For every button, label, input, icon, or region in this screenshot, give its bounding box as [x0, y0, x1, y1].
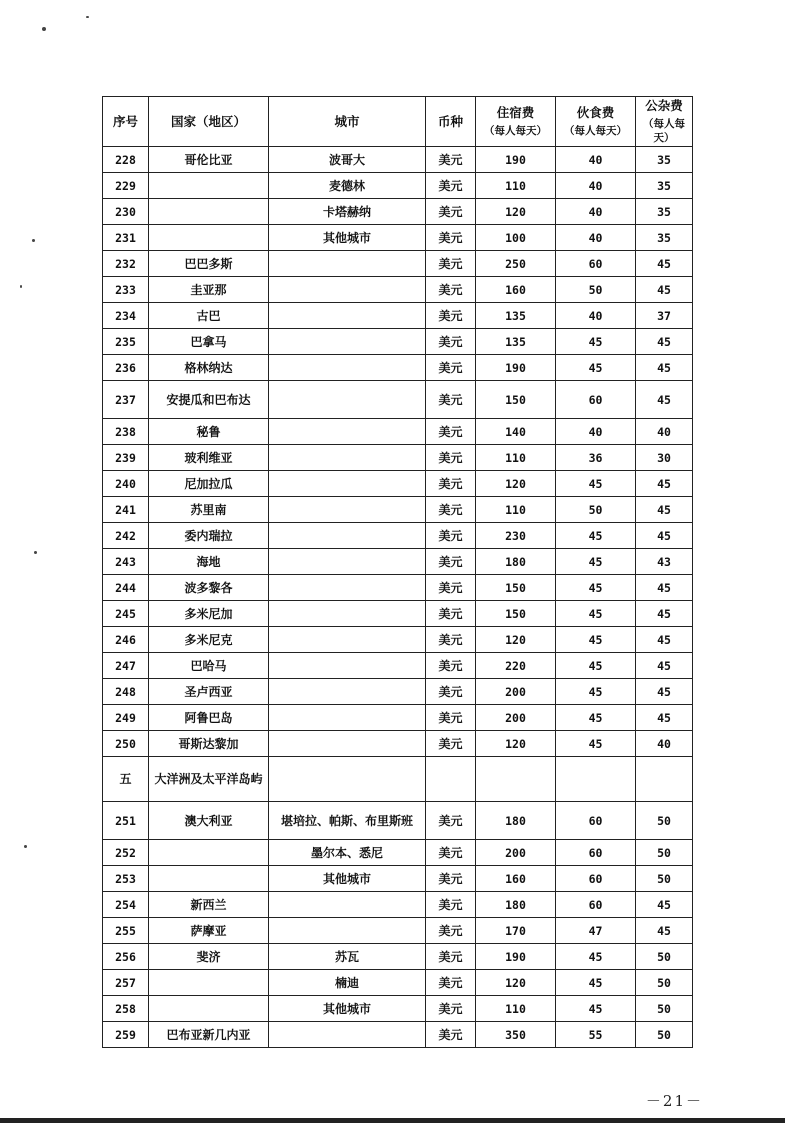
cell-country: 哥斯达黎加 [149, 731, 269, 757]
cell-seq: 231 [103, 225, 149, 251]
cell-misc: 45 [636, 653, 693, 679]
cell-city: 其他城市 [269, 866, 426, 892]
cell-misc: 45 [636, 918, 693, 944]
cell-seq: 251 [103, 802, 149, 840]
cell-misc: 50 [636, 996, 693, 1022]
cell-country: 阿鲁巴岛 [149, 705, 269, 731]
cell-misc: 45 [636, 892, 693, 918]
cell-currency: 美元 [426, 199, 476, 225]
bottom-edge-rule [0, 1118, 785, 1123]
cell-meals: 40 [556, 199, 636, 225]
cell-country: 斐济 [149, 944, 269, 970]
table-row [103, 944, 693, 970]
cell-seq: 238 [103, 419, 149, 445]
cell-currency: 美元 [426, 705, 476, 731]
table-row [103, 970, 693, 996]
cell-lodging: 110 [476, 445, 556, 471]
cell-misc: 45 [636, 601, 693, 627]
cell-misc: 50 [636, 840, 693, 866]
cell-city [269, 329, 426, 355]
cell-misc: 50 [636, 866, 693, 892]
cell-misc: 43 [636, 549, 693, 575]
cell-meals: 45 [556, 523, 636, 549]
cell-seq: 248 [103, 679, 149, 705]
cell-currency: 美元 [426, 147, 476, 173]
cell-seq: 230 [103, 199, 149, 225]
cell-meals: 40 [556, 173, 636, 199]
cell-meals: 60 [556, 381, 636, 419]
cell-country: 圭亚那 [149, 277, 269, 303]
cell-country: 巴哈马 [149, 653, 269, 679]
section-row [103, 757, 693, 802]
table-row [103, 892, 693, 918]
cell-misc: 50 [636, 944, 693, 970]
cell-seq: 259 [103, 1022, 149, 1048]
cell-meals: 45 [556, 549, 636, 575]
cell-lodging: 120 [476, 970, 556, 996]
cell-country: 萨摩亚 [149, 918, 269, 944]
cell-lodging: 350 [476, 1022, 556, 1048]
cell-meals: 60 [556, 802, 636, 840]
cell-misc [636, 757, 693, 802]
cell-country: 圣卢西亚 [149, 679, 269, 705]
table-row [103, 679, 693, 705]
cell-lodging: 110 [476, 497, 556, 523]
cell-misc: 45 [636, 471, 693, 497]
cell-country: 多米尼加 [149, 601, 269, 627]
cell-currency: 美元 [426, 731, 476, 757]
cell-meals: 55 [556, 1022, 636, 1048]
cell-city [269, 679, 426, 705]
table-row [103, 277, 693, 303]
cell-lodging: 220 [476, 653, 556, 679]
header-misc-label: 公杂费 [645, 97, 683, 113]
header-meals-label: 伙食费 [576, 104, 615, 120]
cell-country [149, 199, 269, 225]
cell-lodging: 120 [476, 627, 556, 653]
cell-lodging: 135 [476, 329, 556, 355]
table-row [103, 705, 693, 731]
cell-lodging [476, 757, 556, 802]
cell-city [269, 653, 426, 679]
cell-currency [426, 757, 476, 802]
header-currency: 币种 [426, 97, 476, 147]
cell-seq: 229 [103, 173, 149, 199]
cell-lodging: 190 [476, 944, 556, 970]
cell-misc: 45 [636, 627, 693, 653]
cell-country: 多米尼克 [149, 627, 269, 653]
table-row [103, 549, 693, 575]
cell-country: 澳大利亚 [149, 802, 269, 840]
table-row [103, 355, 693, 381]
table-row [103, 329, 693, 355]
cell-seq: 233 [103, 277, 149, 303]
cell-currency: 美元 [426, 840, 476, 866]
header-misc-unit: （每人每天） [643, 117, 685, 144]
table-row [103, 731, 693, 757]
cell-city [269, 549, 426, 575]
cell-meals: 45 [556, 601, 636, 627]
cell-currency: 美元 [426, 996, 476, 1022]
cell-country: 巴布亚新几内亚 [149, 1022, 269, 1048]
table-row [103, 147, 693, 173]
cell-lodging: 120 [476, 199, 556, 225]
header-meals [556, 97, 636, 147]
cell-seq: 235 [103, 329, 149, 355]
table-row [103, 173, 693, 199]
cell-currency: 美元 [426, 329, 476, 355]
cell-currency: 美元 [426, 471, 476, 497]
cell-country: 海地 [149, 549, 269, 575]
cell-meals: 40 [556, 419, 636, 445]
page-number: －21－ [645, 1092, 703, 1110]
cell-meals: 45 [556, 679, 636, 705]
table-row [103, 627, 693, 653]
cell-country [149, 173, 269, 199]
table-row [103, 445, 693, 471]
cell-meals: 45 [556, 731, 636, 757]
cell-currency: 美元 [426, 497, 476, 523]
cell-misc: 45 [636, 355, 693, 381]
cell-misc: 35 [636, 225, 693, 251]
cell-currency: 美元 [426, 277, 476, 303]
table-row [103, 303, 693, 329]
cell-country: 苏里南 [149, 497, 269, 523]
cell-currency: 美元 [426, 601, 476, 627]
header-misc [636, 97, 693, 147]
cell-seq: 246 [103, 627, 149, 653]
cell-misc: 35 [636, 199, 693, 225]
cell-country: 格林纳达 [149, 355, 269, 381]
table-row [103, 840, 693, 866]
cell-city: 苏瓦 [269, 944, 426, 970]
cell-city: 卡塔赫纳 [269, 199, 426, 225]
cell-city [269, 419, 426, 445]
cell-city [269, 381, 426, 419]
cell-country: 波多黎各 [149, 575, 269, 601]
cell-country: 安提瓜和巴布达 [149, 381, 269, 419]
table-row [103, 199, 693, 225]
cell-seq: 242 [103, 523, 149, 549]
cell-currency: 美元 [426, 627, 476, 653]
cell-city: 麦德林 [269, 173, 426, 199]
table-row [103, 1022, 693, 1048]
cell-city [269, 757, 426, 802]
cell-country: 委内瑞拉 [149, 523, 269, 549]
cell-meals: 60 [556, 892, 636, 918]
scan-speck [86, 16, 89, 18]
cell-currency: 美元 [426, 549, 476, 575]
cell-city [269, 1022, 426, 1048]
header-meals-unit: （每人每天） [564, 124, 627, 137]
header-lodging-label: 住宿费 [496, 104, 535, 120]
cell-lodging: 200 [476, 679, 556, 705]
cell-seq: 244 [103, 575, 149, 601]
scan-speck [24, 845, 27, 848]
cell-misc: 45 [636, 523, 693, 549]
cell-currency: 美元 [426, 445, 476, 471]
cell-currency: 美元 [426, 653, 476, 679]
cell-currency: 美元 [426, 1022, 476, 1048]
cell-lodging: 200 [476, 840, 556, 866]
cell-city [269, 355, 426, 381]
cell-currency: 美元 [426, 355, 476, 381]
cell-misc: 45 [636, 381, 693, 419]
cell-lodging: 140 [476, 419, 556, 445]
cell-country: 大洋洲及太平洋岛屿 [149, 757, 269, 802]
cell-meals: 60 [556, 251, 636, 277]
cell-seq: 254 [103, 892, 149, 918]
cell-seq: 239 [103, 445, 149, 471]
cell-meals: 45 [556, 705, 636, 731]
cell-meals: 60 [556, 866, 636, 892]
table-row [103, 497, 693, 523]
cell-seq: 五 [103, 757, 149, 802]
cell-seq: 237 [103, 381, 149, 419]
cell-city [269, 497, 426, 523]
cell-seq: 257 [103, 970, 149, 996]
table-row [103, 419, 693, 445]
cell-city [269, 277, 426, 303]
cell-city: 楠迪 [269, 970, 426, 996]
table-header-row [103, 97, 693, 147]
cell-seq: 236 [103, 355, 149, 381]
cell-currency: 美元 [426, 575, 476, 601]
cell-meals: 45 [556, 355, 636, 381]
cell-misc: 35 [636, 147, 693, 173]
table-row [103, 996, 693, 1022]
cell-meals: 47 [556, 918, 636, 944]
scan-speck [34, 551, 37, 554]
cell-misc: 45 [636, 251, 693, 277]
travel-expense-table [102, 96, 693, 1048]
cell-meals: 45 [556, 944, 636, 970]
cell-country: 新西兰 [149, 892, 269, 918]
cell-meals: 36 [556, 445, 636, 471]
cell-country: 玻利维亚 [149, 445, 269, 471]
cell-lodging: 135 [476, 303, 556, 329]
cell-meals: 45 [556, 329, 636, 355]
cell-city: 其他城市 [269, 996, 426, 1022]
cell-lodging: 250 [476, 251, 556, 277]
cell-lodging: 190 [476, 147, 556, 173]
table-row [103, 866, 693, 892]
cell-meals: 45 [556, 627, 636, 653]
cell-country [149, 996, 269, 1022]
cell-lodging: 150 [476, 381, 556, 419]
cell-misc: 35 [636, 173, 693, 199]
cell-seq: 245 [103, 601, 149, 627]
cell-lodging: 200 [476, 705, 556, 731]
cell-lodging: 180 [476, 549, 556, 575]
cell-country: 巴巴多斯 [149, 251, 269, 277]
cell-lodging: 110 [476, 173, 556, 199]
cell-seq: 252 [103, 840, 149, 866]
cell-meals: 45 [556, 653, 636, 679]
table-row [103, 471, 693, 497]
cell-meals: 45 [556, 996, 636, 1022]
cell-misc: 45 [636, 705, 693, 731]
cell-currency: 美元 [426, 970, 476, 996]
table-row [103, 251, 693, 277]
cell-city [269, 445, 426, 471]
table-row [103, 601, 693, 627]
cell-country: 尼加拉瓜 [149, 471, 269, 497]
cell-lodging: 160 [476, 277, 556, 303]
cell-seq: 243 [103, 549, 149, 575]
cell-lodging: 120 [476, 471, 556, 497]
cell-country: 秘鲁 [149, 419, 269, 445]
table-row [103, 802, 693, 840]
scan-speck [42, 27, 46, 31]
cell-country [149, 866, 269, 892]
cell-meals: 40 [556, 225, 636, 251]
cell-lodging: 150 [476, 575, 556, 601]
table-row [103, 523, 693, 549]
cell-meals: 50 [556, 497, 636, 523]
cell-seq: 258 [103, 996, 149, 1022]
cell-city: 堪培拉、帕斯、布里斯班 [269, 802, 426, 840]
header-city: 城市 [269, 97, 426, 147]
cell-meals: 40 [556, 147, 636, 173]
cell-currency: 美元 [426, 381, 476, 419]
cell-misc: 37 [636, 303, 693, 329]
cell-city [269, 251, 426, 277]
cell-city [269, 471, 426, 497]
cell-city: 波哥大 [269, 147, 426, 173]
cell-seq: 241 [103, 497, 149, 523]
cell-currency: 美元 [426, 303, 476, 329]
cell-meals: 40 [556, 303, 636, 329]
cell-misc: 30 [636, 445, 693, 471]
cell-meals: 45 [556, 970, 636, 996]
cell-meals: 60 [556, 840, 636, 866]
cell-currency: 美元 [426, 225, 476, 251]
cell-city [269, 601, 426, 627]
cell-lodging: 110 [476, 996, 556, 1022]
table-row [103, 225, 693, 251]
cell-lodging: 170 [476, 918, 556, 944]
cell-city [269, 918, 426, 944]
cell-lodging: 180 [476, 892, 556, 918]
cell-misc: 40 [636, 419, 693, 445]
cell-meals: 45 [556, 471, 636, 497]
cell-misc: 45 [636, 497, 693, 523]
cell-lodging: 180 [476, 802, 556, 840]
cell-country: 古巴 [149, 303, 269, 329]
cell-city [269, 705, 426, 731]
cell-lodging: 230 [476, 523, 556, 549]
cell-currency: 美元 [426, 251, 476, 277]
cell-misc: 50 [636, 970, 693, 996]
cell-currency: 美元 [426, 679, 476, 705]
cell-seq: 249 [103, 705, 149, 731]
header-country: 国家（地区） [149, 97, 269, 147]
cell-currency: 美元 [426, 866, 476, 892]
cell-meals [556, 757, 636, 802]
cell-city: 墨尔本、悉尼 [269, 840, 426, 866]
cell-currency: 美元 [426, 944, 476, 970]
table-row [103, 653, 693, 679]
cell-lodging: 120 [476, 731, 556, 757]
cell-currency: 美元 [426, 918, 476, 944]
cell-country: 巴拿马 [149, 329, 269, 355]
cell-country [149, 840, 269, 866]
cell-lodging: 100 [476, 225, 556, 251]
cell-city [269, 575, 426, 601]
cell-currency: 美元 [426, 173, 476, 199]
cell-seq: 232 [103, 251, 149, 277]
cell-meals: 45 [556, 575, 636, 601]
cell-misc: 50 [636, 802, 693, 840]
cell-misc: 50 [636, 1022, 693, 1048]
cell-country [149, 225, 269, 251]
scan-speck [20, 285, 22, 288]
cell-seq: 234 [103, 303, 149, 329]
cell-misc: 40 [636, 731, 693, 757]
cell-city [269, 892, 426, 918]
cell-city [269, 627, 426, 653]
cell-seq: 256 [103, 944, 149, 970]
cell-misc: 45 [636, 277, 693, 303]
table-row [103, 575, 693, 601]
cell-meals: 50 [556, 277, 636, 303]
cell-city [269, 523, 426, 549]
cell-lodging: 160 [476, 866, 556, 892]
table-body [103, 147, 693, 1048]
cell-country [149, 970, 269, 996]
cell-currency: 美元 [426, 419, 476, 445]
scan-speck [32, 239, 35, 242]
cell-city [269, 303, 426, 329]
cell-misc: 45 [636, 329, 693, 355]
cell-misc: 45 [636, 679, 693, 705]
cell-currency: 美元 [426, 892, 476, 918]
cell-lodging: 190 [476, 355, 556, 381]
header-lodging-unit: （每人每天） [484, 124, 547, 137]
cell-seq: 228 [103, 147, 149, 173]
cell-city [269, 731, 426, 757]
cell-seq: 240 [103, 471, 149, 497]
cell-lodging: 150 [476, 601, 556, 627]
table-row [103, 918, 693, 944]
table-row [103, 381, 693, 419]
header-lodging [476, 97, 556, 147]
cell-currency: 美元 [426, 802, 476, 840]
cell-seq: 253 [103, 866, 149, 892]
cell-city: 其他城市 [269, 225, 426, 251]
cell-currency: 美元 [426, 523, 476, 549]
cell-country: 哥伦比亚 [149, 147, 269, 173]
cell-seq: 247 [103, 653, 149, 679]
cell-seq: 250 [103, 731, 149, 757]
header-seq: 序号 [103, 97, 149, 147]
cell-misc: 45 [636, 575, 693, 601]
cell-seq: 255 [103, 918, 149, 944]
